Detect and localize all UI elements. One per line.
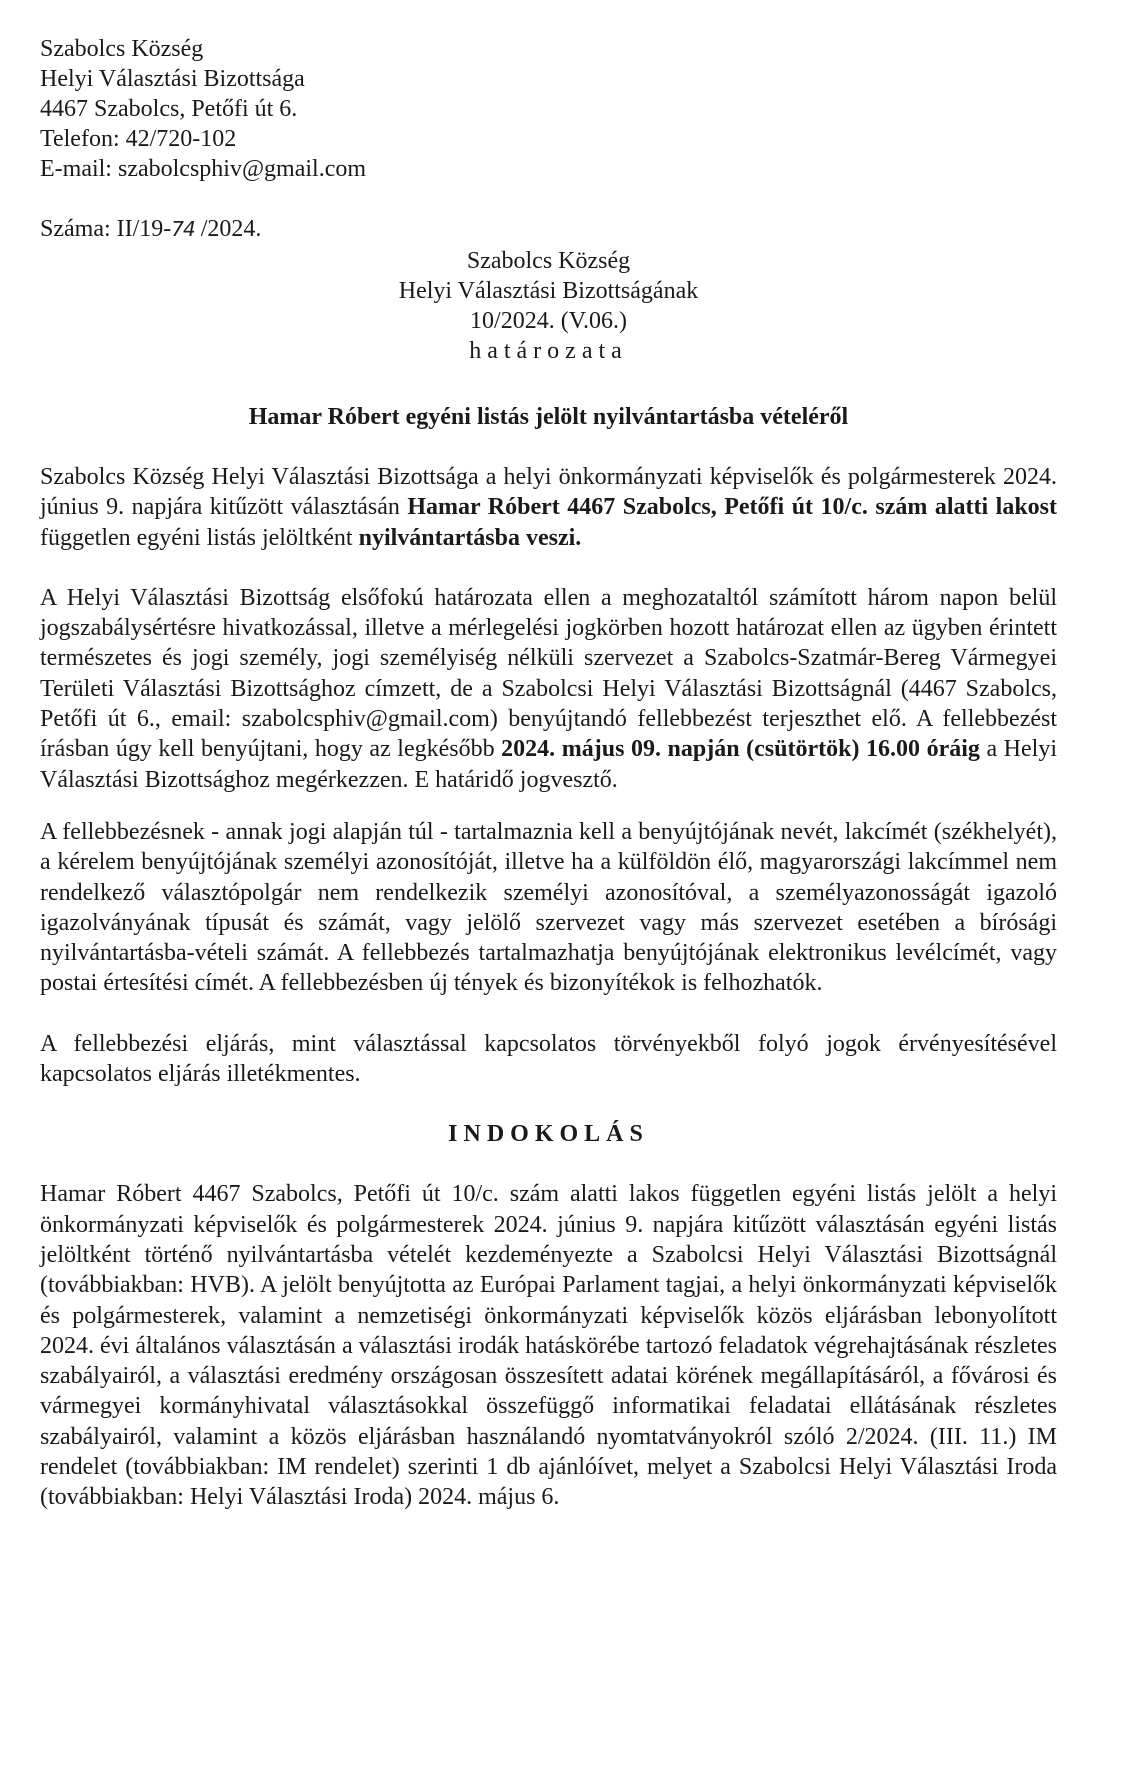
decision-title: Hamar Róbert egyéni listás jelölt nyilvántartásba vételéről — [248, 404, 849, 430]
document-page — [40, 34, 1057, 1513]
sender-email: E-mail: szabolcsphiv@gmail.com — [40, 156, 367, 182]
reference-number — [40, 214, 1057, 244]
heading-hatarozata: határozata — [469, 338, 628, 364]
sender-name: Szabolcs Község — [40, 36, 204, 62]
appeal-text-1: A Helyi Választási Bizottság elsőfokú határozata ellen a meghozataltól számított három napon belül jogszabálysértésre hivatkozással, illetve a mérlegelési jogkörben hozott határozat ellen az ügyben érintett természetes és jogi személy, jogi személyiség nélküli szervezet a Szabolcs-Szatmár-Bereg Vármegyei Területi Választási Bizottsághoz címzett, de a Szabolcsi Helyi Választási Bizottságnál (4467 Szabolcs, Petőfi út 6., email: szabolcsphiv@gmail.com) benyújtandó fellebbezést terjeszthet elő. A fellebbezést írásban úgy kell benyújtani, hogy az legkésőbb — [40, 584, 1057, 763]
decision-text-2: független egyéni listás jelöltként — [40, 524, 359, 551]
reasoning-paragraph: Hamar Róbert 4467 Szabolcs, Petőfi út 10/c. szám alatti lakos független egyéni listás jelölt a helyi önkormányzati képviselők és polgármesterek 2024. június 9. napjára kitűzött választásán egyéni listás jelöltként történő nyilvántartásba vételét kezdeményezte a Szabolcsi Helyi Választási Bizottságnál (továbbiakban: HVB). A jelölt benyújtotta az Európai Parlament tagjai, a helyi önkormányzati képviselők és polgármesterek, valamint a nemzetiségi önkormányzati képviselők közös eljárásban lebonyolított 2024. évi általános választásán a választási irodák hatáskörébe tartozó feladatok végrehajtásának részletes szabályairól, a választási eredmény országosan összesített adatai körének megállapításáról, a fővárosi és vármegyei kormányhivatal választásokkal összefüggő informatikai feladatai ellátásának részletes szabályairól, valamint a közös eljárásban használandó nyomtatványokról szóló 2/2024. (III. 11.) IM rendelet (továbbiakban: IM rendelet) szerinti 1 db ajánlóívet, melyet a Szabolcsi Helyi Választási Iroda (továbbiakban: Helyi Választási Iroda) 2024. május 6. — [40, 1181, 1057, 1511]
decision-bold-2: nyilvántartásba veszi. — [358, 524, 582, 551]
appeal-text-2: a Helyi Választási Bizottsághoz megérkezzen. E határidő jogvesztő. — [40, 736, 1057, 793]
reasoning-heading: INDOKOLÁS — [448, 1121, 649, 1148]
heading-line-1: Szabolcs Község — [466, 248, 631, 274]
appeal-deadline: 2024. május 09. napján (csütörtök) 16.00 óráig — [501, 736, 980, 763]
heading-decision-number: 10/2024. (V.06.) — [470, 308, 627, 334]
sender-address: 4467 Szabolcs, Petőfi út 6. — [40, 96, 298, 122]
decision-bold-1: Hamar Róbert 4467 Szabolcs, Petőfi út 10/c. szám alatti lakost — [407, 494, 1058, 521]
reference-suffix: /2024. — [194, 216, 262, 242]
appeal-paragraph — [40, 583, 1057, 795]
appeal-contents-paragraph: A fellebbezésnek - annak jogi alapján túl - tartalmaznia kell a benyújtójának nevét, lakcímét (székhelyét), a kérelem benyújtójának személyi azonosítóját, illetve ha a külföldön élő, magyarországi lakcímmel nem rendelkező választópolgár nem rendelkezik személyi azonosítóval, a személyazonosságát igazoló igazolványának típusát és számát, vagy jelölő szervezet vagy más szervezet esetében a bírósági nyilvántartásba-vételi számát. A fellebbezés tartalmazhatja benyújtójának elektronikus levélcímét, vagy postai értesítési címét. A fellebbezésben új tények és bizonyítékok is felhozhatók. — [40, 818, 1057, 997]
decision-heading — [40, 246, 1057, 366]
sender-committee: Helyi Választási Bizottsága — [40, 66, 305, 92]
heading-line-2: Helyi Választási Bizottságának — [398, 278, 699, 304]
sender-block — [40, 34, 1057, 184]
decision-paragraph — [40, 462, 1057, 553]
fee-paragraph: A fellebbezési eljárás, mint választással kapcsolatos törvényekből folyó jogok érvényesítésével kapcsolatos eljárás illetékmentes. — [40, 1030, 1057, 1088]
sender-phone: Telefon: 42/720-102 — [40, 126, 237, 152]
handwritten-number: 74 — [171, 217, 195, 241]
decision-text-1: Szabolcs Község Helyi Választási Bizottsága a helyi önkormányzati képviselők és polgármesterek 2024. június 9. napjára kitűzött választásán — [40, 464, 1057, 521]
reference-prefix: Száma: II/19- — [40, 216, 172, 242]
